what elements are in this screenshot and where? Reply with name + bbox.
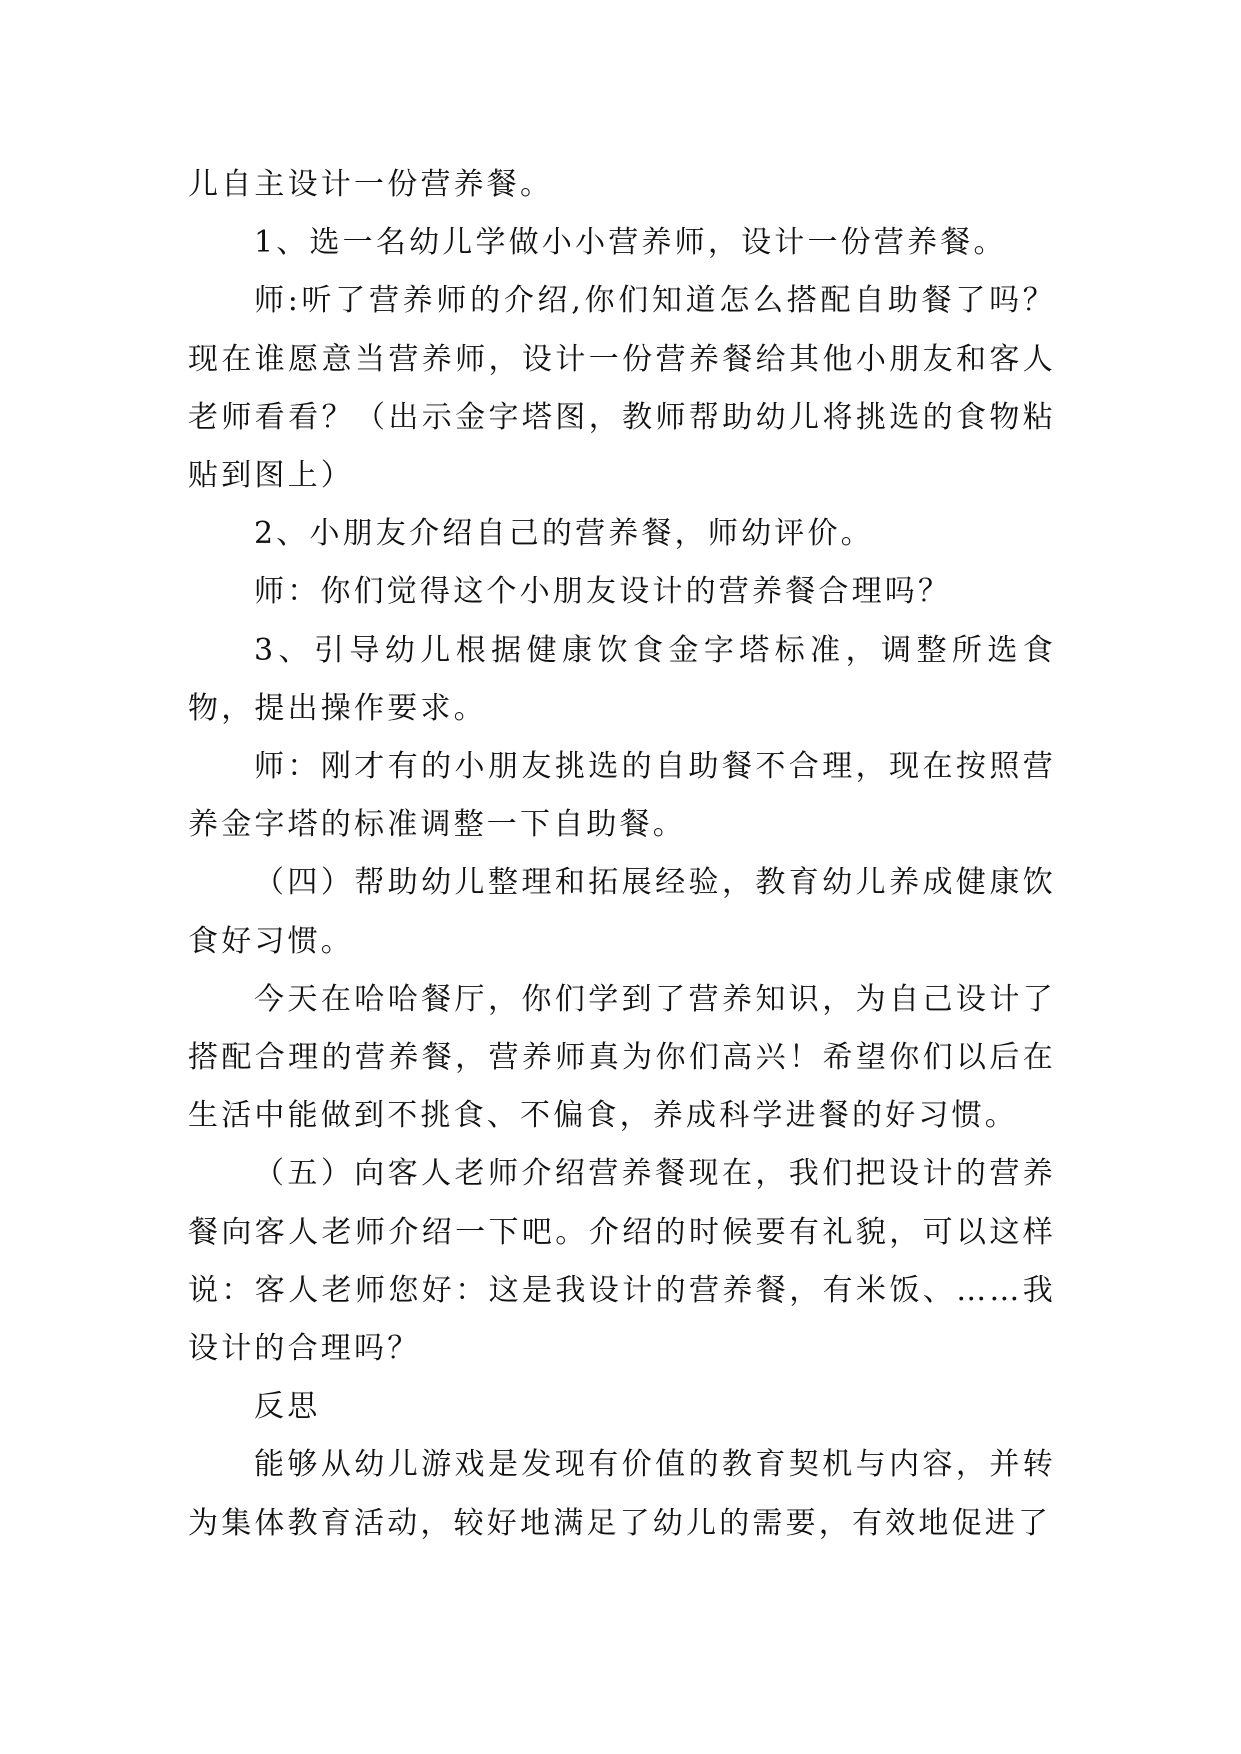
paragraph-teacher-prompt-2: 师：你们觉得这个小朋友设计的营养餐合理吗？ [254, 574, 952, 610]
paragraph-teacher-prompt-3: 师：刚才有的小朋友挑选的自助餐不合理，现在按照营养金字塔的标准调整一下自助餐。 [188, 749, 1056, 843]
document-body [188, 156, 1056, 1553]
paragraph-step-1: 1、选一名幼儿学做小小营养师，设计一份营养餐。 [254, 225, 1007, 261]
heading-reflection: 反思 [254, 1389, 321, 1425]
paragraph-continued: 儿自主设计一份营养餐。 [188, 167, 554, 202]
paragraph-teacher-prompt-1: 师:听了营养师的介绍,你们知道怎么搭配自助餐了吗？现在谁愿意当营养师，设计一份营养餐给其他小朋友和客人老师看看？（出示金字塔图，教师帮助幼儿将挑选的食物粘贴到图上） [188, 283, 1056, 494]
paragraph-step-2: 2、小朋友介绍自己的营养餐，师幼评价。 [254, 516, 874, 552]
paragraph-summary: 今天在哈哈餐厅，你们学到了营养知识，为自己设计了搭配合理的营养餐，营养师真为你们高兴！希望你们以后在生活中能做到不挑食、不偏食，养成科学进餐的好习惯。 [188, 981, 1056, 1134]
paragraph-reflection: 能够从幼儿游戏是发现有价值的教育契机与内容，并转为集体教育活动，较好地满足了幼儿的需要，有效地促进了 [188, 1447, 1056, 1541]
paragraph-step-3: 3、引导幼儿根据健康饮食金字塔标准，调整所选食物，提出操作要求。 [188, 632, 1056, 726]
paragraph-section-5: （五）向客人老师介绍营养餐现在，我们把设计的营养餐向客人老师介绍一下吧。介绍的时候要有礼貌，可以这样说：客人老师您好：这是我设计的营养餐，有米饭、……我设计的合理吗？ [188, 1156, 1056, 1367]
paragraph-section-4: （四）帮助幼儿整理和拓展经验，教育幼儿养成健康饮食好习惯。 [188, 865, 1056, 959]
